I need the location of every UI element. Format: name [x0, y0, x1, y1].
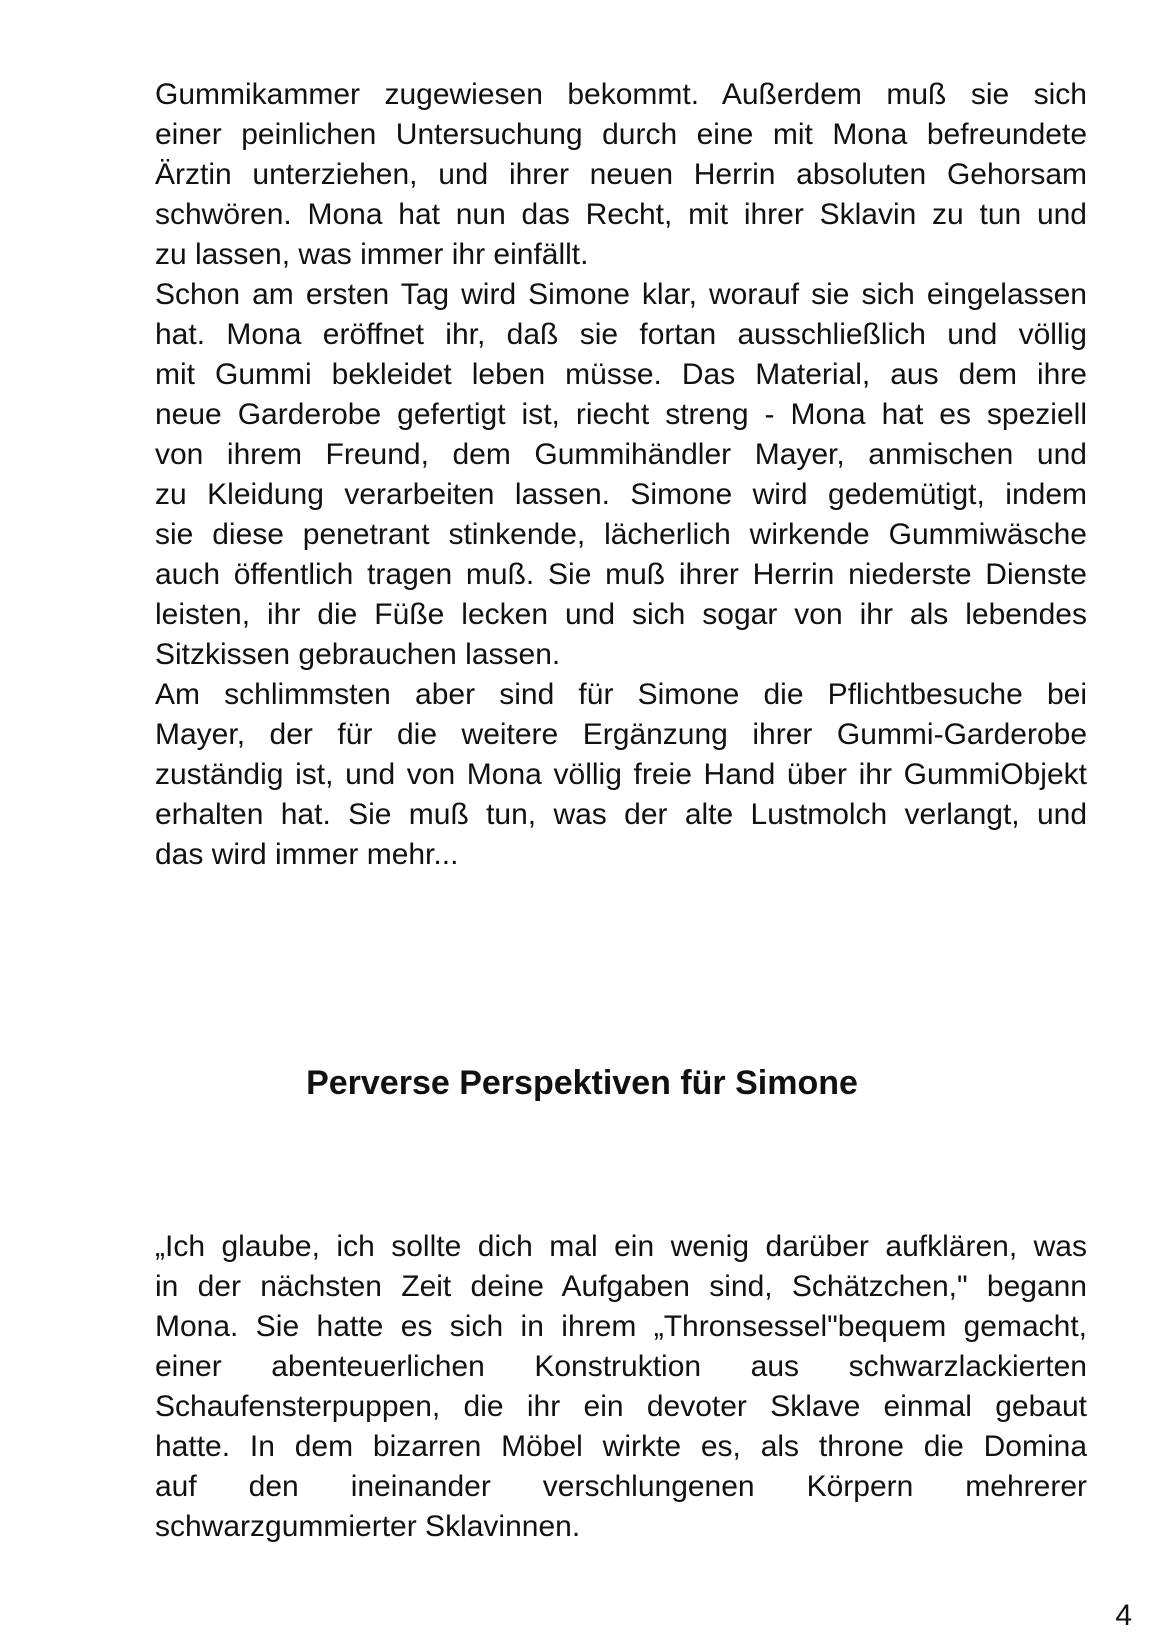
text-line: sie diese penetrant stinkende, lächerlich wirkende Gummiwäsche	[155, 518, 1087, 551]
text-line: auf den ineinander verschlungenen Körpern mehrerer	[155, 1470, 1087, 1503]
text-line: „Ich glaube, ich sollte dich mal ein wenig darüber aufklären, was	[155, 1230, 1087, 1263]
text-line: Mayer, der für die weitere Ergänzung ihrer Gummi-Garderobe	[155, 718, 1087, 751]
text-line: zu lassen, was immer ihr einfällt.	[155, 238, 589, 271]
page-number: 4	[1115, 1599, 1132, 1632]
text-line: das wird immer mehr...	[155, 838, 459, 871]
text-line: Schaufensterpuppen, die ihr ein devoter Sklave einmal gebaut	[155, 1390, 1087, 1423]
text-line: von ihrem Freund, dem Gummihändler Mayer, anmischen und	[155, 438, 1087, 471]
text-line: einer peinlichen Untersuchung durch eine mit Mona befreundete	[155, 118, 1087, 151]
text-line: Gummikammer zugewiesen bekommt. Außerdem muß sie sich	[155, 78, 1087, 111]
text-line: auch öffentlich tragen muß. Sie muß ihrer Herrin niederste Dienste	[155, 558, 1087, 591]
text-line: schwören. Mona hat nun das Recht, mit ihrer Sklavin zu tun und	[155, 198, 1087, 231]
text-line: in der nächsten Zeit deine Aufgaben sind, Schätzchen," begann	[155, 1270, 1087, 1303]
text-line: leisten, ihr die Füße lecken und sich sogar von ihr als lebendes	[155, 598, 1087, 631]
text-line: Schon am ersten Tag wird Simone klar, worauf sie sich eingelassen	[155, 278, 1087, 311]
text-line: Am schlimmsten aber sind für Simone die Pflichtbesuche bei	[155, 678, 1087, 711]
text-line: Sitzkissen gebrauchen lassen.	[155, 638, 561, 671]
text-line: neue Garderobe gefertigt ist, riecht streng - Mona hat es speziell	[155, 398, 1087, 431]
chapter-title: Perverse Perspektiven für Simone	[306, 1064, 858, 1102]
text-line: schwarzgummierter Sklavinnen.	[155, 1510, 581, 1543]
text-line: einer abenteuerlichen Konstruktion aus schwarzlackierten	[155, 1350, 1087, 1383]
story-paragraph	[155, 1227, 1087, 1547]
text-line: hatte. In dem bizarren Möbel wirkte es, als throne die Domina	[155, 1430, 1087, 1463]
intro-paragraphs	[155, 75, 1087, 875]
text-line: Ärztin unterziehen, und ihrer neuen Herrin absoluten Gehorsam	[155, 158, 1087, 191]
text-line: erhalten hat. Sie muß tun, was der alte Lustmolch verlangt, und	[155, 798, 1087, 831]
text-line: zuständig ist, und von Mona völlig freie Hand über ihr GummiObjekt	[155, 758, 1087, 791]
text-line: mit Gummi bekleidet leben müsse. Das Material, aus dem ihre	[155, 358, 1087, 391]
text-line: zu Kleidung verarbeiten lassen. Simone wird gedemütigt, indem	[155, 478, 1087, 511]
text-line: hat. Mona eröffnet ihr, daß sie fortan ausschließlich und völlig	[155, 318, 1087, 351]
text-line: Mona. Sie hatte es sich in ihrem „Thronsessel"bequem gemacht,	[155, 1310, 1087, 1343]
